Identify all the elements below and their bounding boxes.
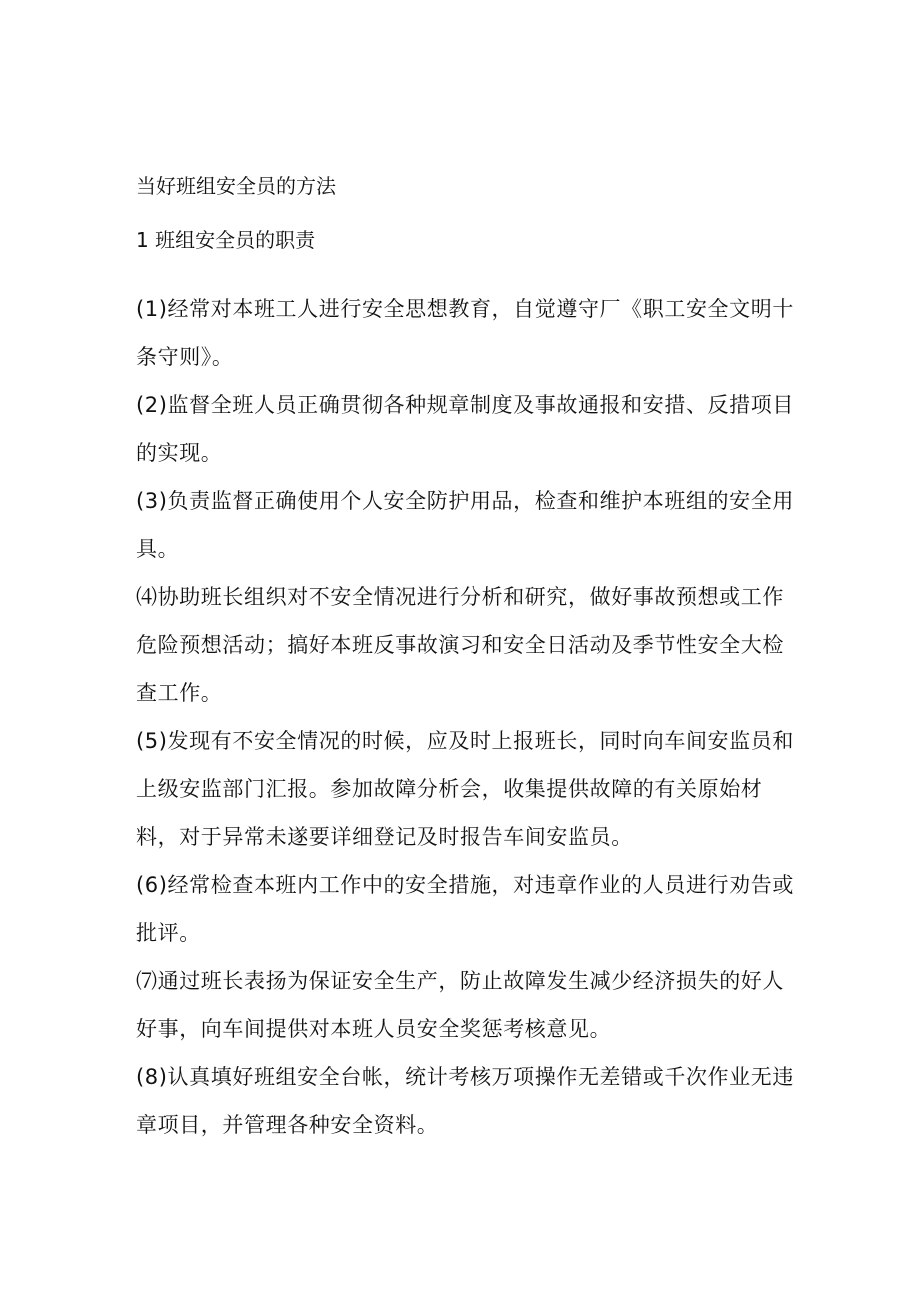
- duty-item-5: (5)发现有不安全情况的时候，应及时上报班长，同时向车间安监员和上级安监部门汇报。参加故障分析会，收集提供故障的有关原始材料，对于异常未遂要详细登记及时报告车间安监员。: [136, 729, 794, 849]
- section-heading: 1 班组安全员的职责: [136, 228, 316, 252]
- duty-item-2: (2)监督全班人员正确贯彻各种规章制度及事故通报和安措、反措项目的实现。: [136, 393, 794, 465]
- duty-item-4: ⑷协助班长组织对不安全情况进行分析和研究，做好事故预想或工作危险预想活动；搞好本班反事故演习和安全日活动及季节性安全大检查工作。: [136, 585, 784, 705]
- duty-item-7: ⑺通过班长表扬为保证安全生产，防止故障发生减少经济损失的好人好事，向车间提供对本班人员安全奖惩考核意见。: [136, 969, 784, 1041]
- duty-item-6: (6)经常检查本班内工作中的安全措施，对违章作业的人员进行劝告或批评。: [136, 873, 794, 945]
- duty-item-3: (3)负责监督正确使用个人安全防护用品，检查和维护本班组的安全用具。: [136, 489, 794, 561]
- duty-item-1: (1)经常对本班工人进行安全思想教育，自觉遵守厂《职工安全文明十条守则》。: [136, 297, 794, 369]
- duty-item-8: (8)认真填好班组安全台帐，统计考核万项操作无差错或千次作业无违章项目，并管理各种安全资料。: [136, 1065, 794, 1137]
- document-title: 当好班组安全员的方法: [136, 174, 336, 198]
- duty-list: [136, 285, 796, 1149]
